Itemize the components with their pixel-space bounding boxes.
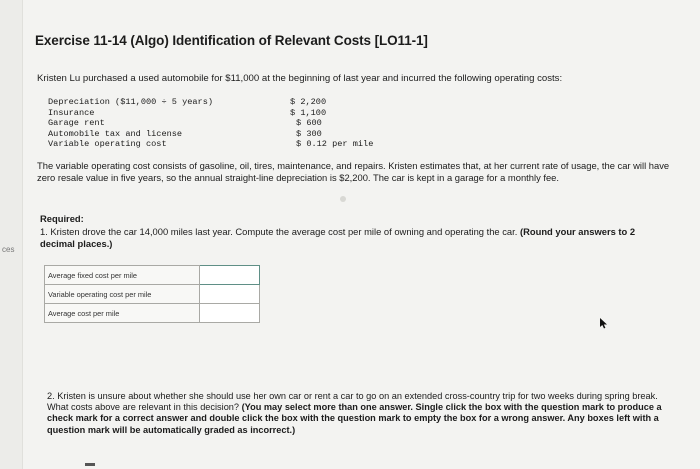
decorative-dot: [340, 196, 346, 202]
sidebar-text: ces: [2, 245, 15, 254]
cost-value: $ 0.12 per mile: [296, 139, 374, 149]
requirement-2-instruction: (You may select more than one answer. Single click the box with the question mark to produce a check mark for a correct answer and double click the box with the question mark to empty the box for a wrong answer. Any boxes left with a question mark will be automatically graded as incorrect.): [47, 402, 662, 435]
required-heading: Required:: [40, 213, 84, 224]
cost-label: Depreciation ($11,000 ÷ 5 years): [48, 97, 214, 107]
left-sidebar: [0, 0, 23, 469]
answer-cell[interactable]: [199, 304, 259, 323]
avg-fixed-cost-input[interactable]: [200, 269, 259, 284]
requirement-2-text: 2. Kristen is unsure about whether she should use her own car or rent a car to go on an extended cross-country trip for two weeks during spring break. What costs above are relevant in this decision?: [47, 391, 658, 413]
table-row: [45, 266, 260, 285]
cost-value: $ 600: [296, 118, 322, 128]
cost-label: Garage rent: [48, 118, 105, 128]
answer-cell[interactable]: [199, 285, 259, 304]
requirement-2: [47, 391, 677, 436]
cost-value: $ 1,100: [290, 107, 327, 118]
description-paragraph: The variable operating cost consists of gasoline, oil, tires, maintenance, and repairs. Kristen estimates that, at her current rate of usage, the car will have zero resale value in five years, so the annual straight-line depreciation is $2,200. The car is kept in a garage for a monthly fee.: [37, 160, 670, 183]
cost-label: Automobile tax and license: [48, 128, 183, 139]
bottom-edge-mark: [85, 463, 95, 466]
row-label: Average fixed cost per mile: [45, 266, 200, 285]
table-row: [45, 285, 260, 304]
cost-label: Variable operating cost: [48, 139, 167, 149]
answer-cell[interactable]: [199, 266, 259, 285]
row-label: Variable operating cost per mile: [45, 285, 200, 304]
mouse-cursor-icon: [600, 318, 608, 329]
cost-label: Insurance: [48, 107, 95, 118]
requirement-1: [40, 226, 660, 249]
answer-table: [44, 265, 260, 323]
requirement-1-instruction: (Round your answers to 2 decimal places.): [40, 226, 636, 249]
cost-value: $ 300: [296, 128, 322, 139]
cost-value: $ 2,200: [290, 97, 327, 107]
table-row: [45, 304, 260, 323]
intro-text: Kristen Lu purchased a used automobile for $11,000 at the beginning of last year and incurred the following operating costs:: [37, 73, 563, 84]
requirement-1-text: 1. Kristen drove the car 14,000 miles last year. Compute the average cost per mile of owning and operating the car.: [40, 226, 518, 237]
avg-cost-input[interactable]: [200, 307, 259, 322]
exercise-title: Exercise 11-14 (Algo) Identification of Relevant Costs [LO11-1]: [35, 33, 428, 48]
variable-cost-input[interactable]: [200, 288, 259, 303]
row-label: Average cost per mile: [45, 304, 200, 323]
